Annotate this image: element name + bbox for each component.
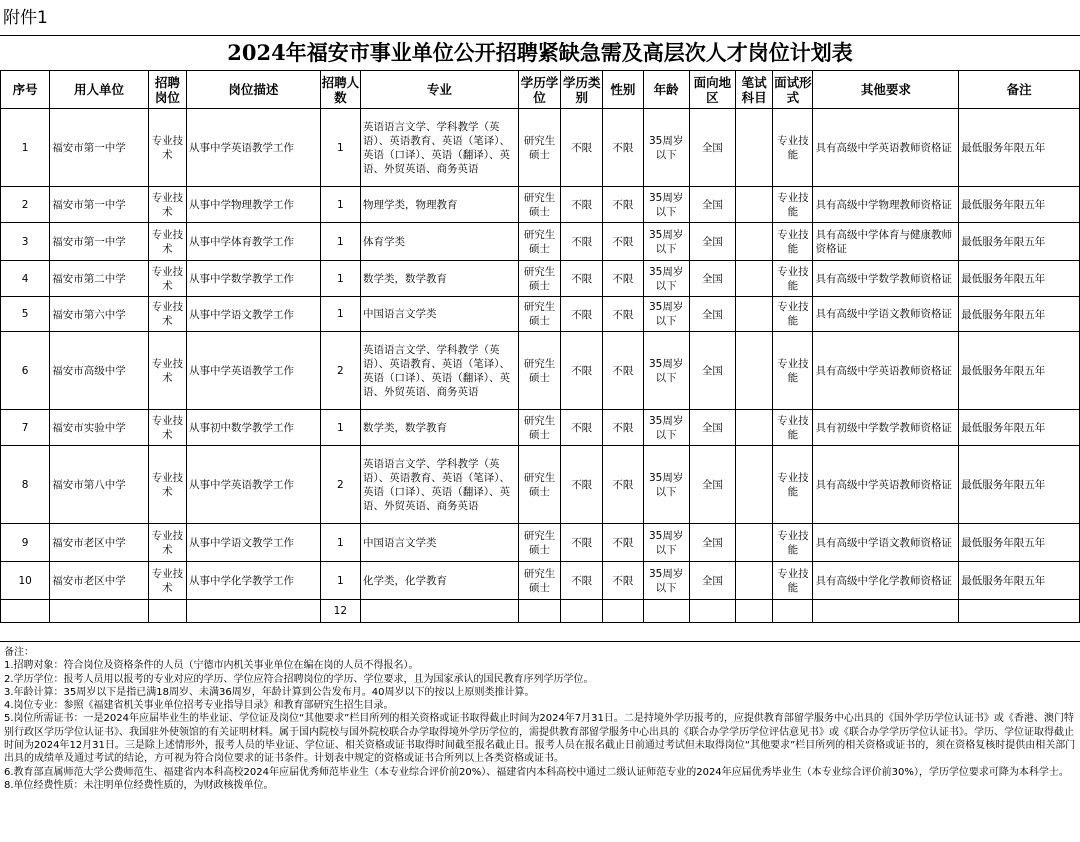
cell-count: 1 [320, 187, 360, 223]
cell-count: 2 [320, 446, 360, 524]
cell-written [736, 187, 773, 223]
cell-seq: 6 [1, 332, 50, 410]
cell-degree: 研究生硕士 [518, 261, 560, 297]
cell-region: 全国 [689, 562, 735, 600]
cell-desc: 从事中学语文教学工作 [187, 524, 321, 562]
cell-count: 2 [320, 332, 360, 410]
cell-region: 全国 [689, 187, 735, 223]
cell-seq: 7 [1, 410, 50, 446]
table-row [1, 446, 1080, 524]
cell-remark: 最低服务年限五年 [959, 109, 1080, 187]
cell-desc: 从事中学英语教学工作 [187, 332, 321, 410]
total-empty-cell [148, 600, 186, 623]
notes-title: 备注： [4, 647, 34, 658]
total-empty-cell [1, 600, 50, 623]
cell-degree: 研究生硕士 [518, 109, 560, 187]
cell-written [736, 446, 773, 524]
cell-region: 全国 [689, 223, 735, 261]
cell-unit: 福安市第一中学 [50, 223, 149, 261]
cell-age: 35周岁以下 [643, 410, 689, 446]
header-remark: 备注 [959, 71, 1080, 109]
cell-seq: 8 [1, 446, 50, 524]
table-row [1, 187, 1080, 223]
cell-position: 专业技术 [148, 332, 186, 410]
cell-unit: 福安市实验中学 [50, 410, 149, 446]
header-count: 招聘人数 [320, 71, 360, 109]
cell-interview: 专业技能 [773, 410, 813, 446]
cell-major: 英语语言文学、学科教学（英语）、英语教育、英语（笔译）、英语（口译）、英语（翻译）、英语、外贸英语、商务英语 [360, 109, 518, 187]
cell-written [736, 410, 773, 446]
cell-written [736, 297, 773, 332]
cell-major: 数学类，数学教育 [360, 261, 518, 297]
total-empty-cell [689, 600, 735, 623]
cell-other: 具有高级中学语文教师资格证 [813, 297, 959, 332]
cell-position: 专业技术 [148, 261, 186, 297]
total-row [1, 600, 1080, 623]
cell-gender: 不限 [603, 261, 643, 297]
note-item: 4.岗位专业：参照《福建省机关事业单位招考专业指导目录》和教育部研究生招生目录。 [4, 700, 394, 712]
cell-count: 1 [320, 562, 360, 600]
cell-remark: 最低服务年限五年 [959, 410, 1080, 446]
cell-region: 全国 [689, 297, 735, 332]
table-row [1, 223, 1080, 261]
cell-degree-type: 不限 [561, 297, 603, 332]
cell-gender: 不限 [603, 524, 643, 562]
header-gender: 性别 [603, 71, 643, 109]
total-empty-cell [736, 600, 773, 623]
cell-position: 专业技术 [148, 410, 186, 446]
table-header-row [1, 71, 1080, 109]
header-seq: 序号 [1, 71, 50, 109]
cell-position: 专业技术 [148, 446, 186, 524]
total-empty-cell [50, 600, 149, 623]
cell-age: 35周岁以下 [643, 109, 689, 187]
table-row [1, 332, 1080, 410]
cell-degree-type: 不限 [561, 187, 603, 223]
cell-gender: 不限 [603, 223, 643, 261]
cell-written [736, 223, 773, 261]
cell-other: 具有高级中学数学教师资格证 [813, 261, 959, 297]
cell-desc: 从事初中数学教学工作 [187, 410, 321, 446]
cell-gender: 不限 [603, 410, 643, 446]
cell-major: 体育学类 [360, 223, 518, 261]
cell-position: 专业技术 [148, 187, 186, 223]
cell-age: 35周岁以下 [643, 332, 689, 410]
total-empty-cell [360, 600, 518, 623]
cell-degree: 研究生硕士 [518, 410, 560, 446]
cell-interview: 专业技能 [773, 261, 813, 297]
cell-degree-type: 不限 [561, 410, 603, 446]
cell-other: 具有高级中学体育与健康教师资格证 [813, 223, 959, 261]
cell-count: 1 [320, 410, 360, 446]
cell-seq: 1 [1, 109, 50, 187]
cell-count: 1 [320, 524, 360, 562]
cell-degree: 研究生硕士 [518, 562, 560, 600]
cell-degree-type: 不限 [561, 223, 603, 261]
cell-other: 具有初级中学数学教师资格证 [813, 410, 959, 446]
cell-age: 35周岁以下 [643, 187, 689, 223]
cell-region: 全国 [689, 446, 735, 524]
cell-interview: 专业技能 [773, 109, 813, 187]
cell-position: 专业技术 [148, 524, 186, 562]
total-empty-cell [959, 600, 1080, 623]
cell-count: 1 [320, 223, 360, 261]
cell-desc: 从事中学英语教学工作 [187, 109, 321, 187]
cell-desc: 从事中学英语教学工作 [187, 446, 321, 524]
total-empty-cell [813, 600, 959, 623]
cell-count: 1 [320, 109, 360, 187]
cell-seq: 9 [1, 524, 50, 562]
cell-gender: 不限 [603, 446, 643, 524]
cell-other: 具有高级中学英语教师资格证 [813, 446, 959, 524]
cell-unit: 福安市第二中学 [50, 261, 149, 297]
cell-major: 英语语言文学、学科教学（英语）、英语教育、英语（笔译）、英语（口译）、英语（翻译）、英语、外贸英语、商务英语 [360, 446, 518, 524]
cell-interview: 专业技能 [773, 187, 813, 223]
cell-region: 全国 [689, 524, 735, 562]
cell-remark: 最低服务年限五年 [959, 524, 1080, 562]
cell-degree: 研究生硕士 [518, 297, 560, 332]
header-region: 面向地区 [689, 71, 735, 109]
cell-major: 物理学类，物理教育 [360, 187, 518, 223]
cell-unit: 福安市高级中学 [50, 332, 149, 410]
cell-remark: 最低服务年限五年 [959, 297, 1080, 332]
cell-age: 35周岁以下 [643, 223, 689, 261]
cell-age: 35周岁以下 [643, 524, 689, 562]
cell-age: 35周岁以下 [643, 297, 689, 332]
header-major: 专业 [360, 71, 518, 109]
cell-gender: 不限 [603, 332, 643, 410]
cell-gender: 不限 [603, 187, 643, 223]
cell-unit: 福安市老区中学 [50, 562, 149, 600]
total-empty-cell [518, 600, 560, 623]
header-degree-type: 学历类别 [561, 71, 603, 109]
cell-desc: 从事中学数学教学工作 [187, 261, 321, 297]
table-row [1, 562, 1080, 600]
cell-degree: 研究生硕士 [518, 187, 560, 223]
cell-interview: 专业技能 [773, 562, 813, 600]
cell-age: 35周岁以下 [643, 446, 689, 524]
cell-unit: 福安市第六中学 [50, 297, 149, 332]
cell-remark: 最低服务年限五年 [959, 187, 1080, 223]
cell-interview: 专业技能 [773, 446, 813, 524]
cell-desc: 从事中学体育教学工作 [187, 223, 321, 261]
cell-remark: 最低服务年限五年 [959, 562, 1080, 600]
cell-remark: 最低服务年限五年 [959, 332, 1080, 410]
header-degree: 学历学位 [518, 71, 560, 109]
header-interview: 面试形式 [773, 71, 813, 109]
cell-major: 数学类，数学教育 [360, 410, 518, 446]
cell-major: 化学类，化学教育 [360, 562, 518, 600]
cell-region: 全国 [689, 109, 735, 187]
cell-other: 具有高级中学化学教师资格证 [813, 562, 959, 600]
cell-degree: 研究生硕士 [518, 524, 560, 562]
header-unit: 用人单位 [50, 71, 149, 109]
table-row [1, 297, 1080, 332]
cell-region: 全国 [689, 332, 735, 410]
cell-other: 具有高级中学语文教师资格证 [813, 524, 959, 562]
cell-major: 英语语言文学、学科教学（英语）、英语教育、英语（笔译）、英语（口译）、英语（翻译）、英语、外贸英语、商务英语 [360, 332, 518, 410]
cell-interview: 专业技能 [773, 223, 813, 261]
cell-count: 1 [320, 297, 360, 332]
header-desc: 岗位描述 [187, 71, 321, 109]
table-row [1, 410, 1080, 446]
cell-other: 具有高级中学物理教师资格证 [813, 187, 959, 223]
cell-age: 35周岁以下 [643, 261, 689, 297]
cell-gender: 不限 [603, 109, 643, 187]
cell-written [736, 524, 773, 562]
cell-position: 专业技术 [148, 223, 186, 261]
cell-written [736, 562, 773, 600]
cell-degree-type: 不限 [561, 446, 603, 524]
cell-region: 全国 [689, 410, 735, 446]
total-empty-cell [603, 600, 643, 623]
cell-interview: 专业技能 [773, 297, 813, 332]
cell-written [736, 261, 773, 297]
total-empty-cell [561, 600, 603, 623]
cell-degree-type: 不限 [561, 524, 603, 562]
note-item: 8.单位经费性质：未注明单位经费性质的，为财政核拨单位。 [4, 779, 274, 791]
note-item: 1.招聘对象：符合岗位及资格条件的人员（宁德市内机关事业单位在编在岗的人员不得报名）。 [4, 660, 419, 672]
cell-written [736, 332, 773, 410]
cell-other: 具有高级中学英语教师资格证 [813, 109, 959, 187]
cell-remark: 最低服务年限五年 [959, 261, 1080, 297]
cell-seq: 4 [1, 261, 50, 297]
table-row [1, 524, 1080, 562]
header-age: 年龄 [643, 71, 689, 109]
cell-gender: 不限 [603, 562, 643, 600]
cell-position: 专业技术 [148, 109, 186, 187]
cell-seq: 3 [1, 223, 50, 261]
cell-major: 中国语言文学类 [360, 524, 518, 562]
cell-degree-type: 不限 [561, 562, 603, 600]
cell-age: 35周岁以下 [643, 562, 689, 600]
note-item: 5.岗位所需证书：一是2024年应届毕业生的毕业证、学位证及岗位“其他要求”栏目所列的相关资格或证书取得截止时间为2024年7月31日。二是持境外学历报考的，应提供教育部留学服务中心出具的《国外学历学位认证书》或《香港、澳门特别行政区学历学位认证书》、我国驻外使领馆的有关证明材料。属于国内院校与国外院校联合办学取得境外学历学位的，需提供教育部留学服务中心出具的《联合办学学历学位评估意见书》或《联合办学学历学位认证书》。学历、学位证取得截止时间为2024年12月31日。三是除上述情形外，报考人员的毕业证、学位证、相关资格或证书取得时间截至报名截止日。报考人员在报名截止日前通过考试但未取得岗位“其他要求”栏目所列的相关资格或证书的，须在资格复核时提供由相关部门出具的成绩单及通过考试的结论，方可视为符合岗位要求的证书条件。计划表中规定的资格或证书合所列以上各类资格或证书。 [4, 713, 1076, 765]
cell-unit: 福安市第八中学 [50, 446, 149, 524]
cell-unit: 福安市老区中学 [50, 524, 149, 562]
cell-unit: 福安市第一中学 [50, 109, 149, 187]
position-plan-table [0, 70, 1080, 623]
cell-gender: 不限 [603, 297, 643, 332]
cell-interview: 专业技能 [773, 524, 813, 562]
cell-other: 具有高级中学英语教师资格证 [813, 332, 959, 410]
cell-desc: 从事中学物理教学工作 [187, 187, 321, 223]
total-count: 12 [320, 600, 360, 623]
cell-degree-type: 不限 [561, 261, 603, 297]
cell-written [736, 109, 773, 187]
total-empty-cell [773, 600, 813, 623]
header-other: 其他要求 [813, 71, 959, 109]
header-written: 笔试科目 [736, 71, 773, 109]
cell-desc: 从事中学语文教学工作 [187, 297, 321, 332]
cell-seq: 10 [1, 562, 50, 600]
cell-position: 专业技术 [148, 297, 186, 332]
cell-position: 专业技术 [148, 562, 186, 600]
cell-unit: 福安市第一中学 [50, 187, 149, 223]
cell-degree-type: 不限 [561, 332, 603, 410]
cell-remark: 最低服务年限五年 [959, 446, 1080, 524]
notes-section [0, 641, 1080, 842]
note-item: 3.年龄计算：35周岁以下是指已满18周岁、未满36周岁，年龄计算到公告发布月。40周岁以下的按以上原则类推计算。 [4, 686, 535, 698]
note-item: 2.学历学位：报考人员用以报考的专业对应的学历、学位应符合招聘岗位的学历、学位要求，且为国家承认的国民教育序列学历学位。 [4, 673, 594, 685]
cell-count: 1 [320, 261, 360, 297]
cell-region: 全国 [689, 261, 735, 297]
table-row [1, 261, 1080, 297]
page-title: 2024年福安市事业单位公开招聘紧缺急需及高层次人才岗位计划表 [227, 40, 853, 65]
table-row [1, 109, 1080, 187]
cell-remark: 最低服务年限五年 [959, 223, 1080, 261]
cell-degree: 研究生硕士 [518, 223, 560, 261]
cell-major: 中国语言文学类 [360, 297, 518, 332]
cell-degree: 研究生硕士 [518, 332, 560, 410]
total-empty-cell [643, 600, 689, 623]
cell-interview: 专业技能 [773, 332, 813, 410]
note-item: 6.教育部直属师范大学公费师范生、福建省内本科高校2024年应届优秀师范毕业生（本专业综合评价前20%）、福建省内本科高校中通过二级认证师范专业的2024年应届优秀毕业生（本专业综合评价前30%），学历学位要求可降为本科学士。 [4, 766, 1069, 778]
cell-degree-type: 不限 [561, 109, 603, 187]
header-position: 招聘岗位 [148, 71, 186, 109]
cell-desc: 从事中学化学教学工作 [187, 562, 321, 600]
cell-degree: 研究生硕士 [518, 446, 560, 524]
total-empty-cell [187, 600, 321, 623]
cell-seq: 5 [1, 297, 50, 332]
attachment-label: 附件1 [0, 0, 1080, 36]
cell-seq: 2 [1, 187, 50, 223]
